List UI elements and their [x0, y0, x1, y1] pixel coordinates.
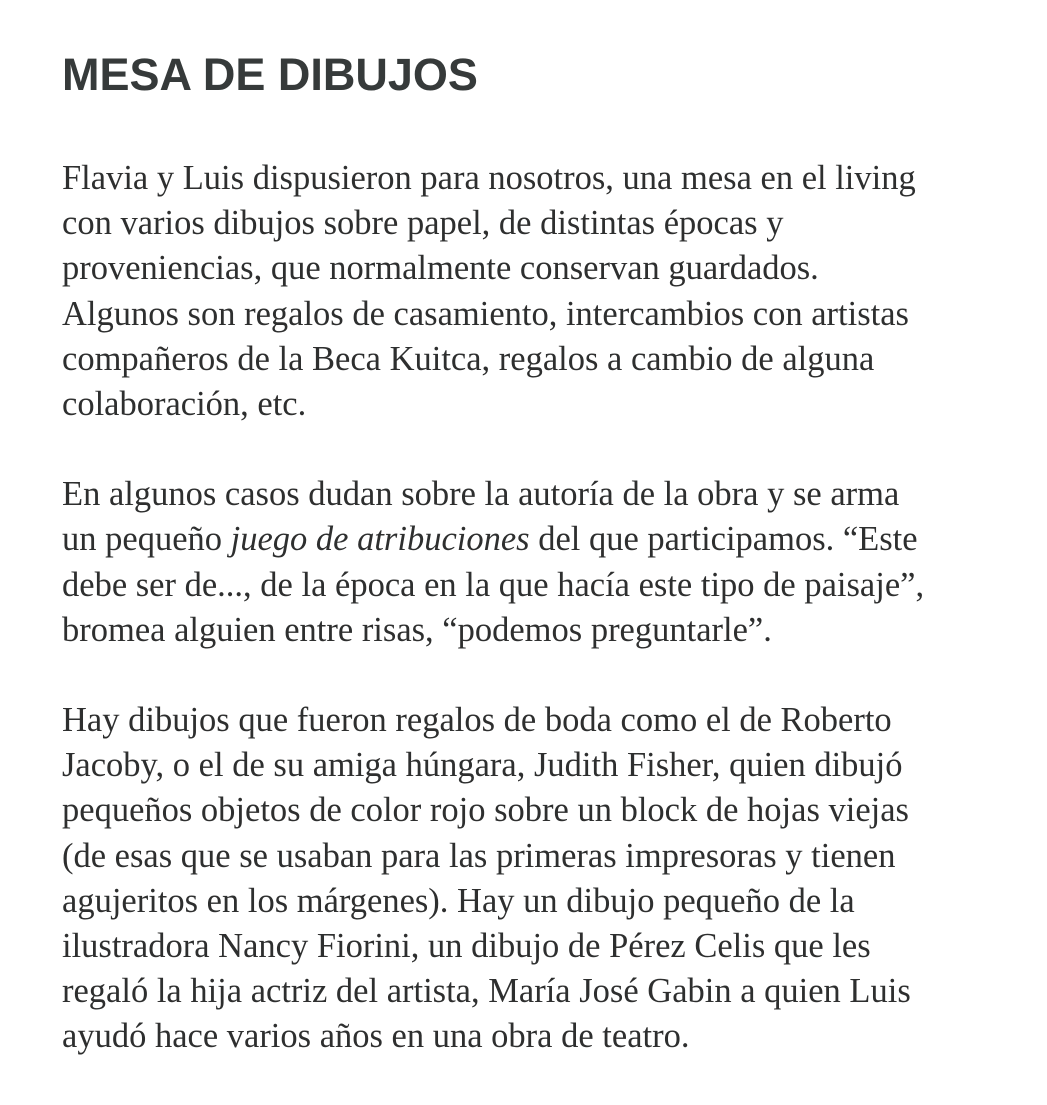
paragraph-line: ayudó hace varios años en una obra de teatro.: [62, 1017, 690, 1056]
paragraph-line: regaló la hija actriz del artista, María José Gabin a quien Luis: [62, 972, 911, 1011]
paragraph-line: con varios dibujos sobre papel, de distintas épocas y: [62, 204, 784, 243]
page-title: MESA DE DIBUJOS: [62, 49, 478, 100]
paragraph-line: En algunos casos dudan sobre la autoría de la obra y se arma: [62, 475, 900, 514]
paragraph-line: Flavia y Luis dispusieron para nosotros, una mesa en el living: [62, 159, 916, 197]
paragraph-3: [62, 698, 1022, 1060]
italic-phrase: juego de atribuciones: [230, 520, 530, 559]
paragraph-line: bromea alguien entre risas, “podemos preguntarle”.: [62, 610, 772, 649]
paragraph-line: (de esas que se usaban para las primeras impresoras y tienen: [62, 836, 896, 875]
paragraph-line: pequeños objetos de color rojo sobre un block de hojas viejas: [62, 791, 909, 830]
paragraph-line: compañeros de la Beca Kuitca, regalos a cambio de alguna: [62, 339, 875, 378]
paragraph-line: agujeritos en los márgenes). Hay un dibujo pequeño de la: [62, 881, 855, 920]
paragraph-line: ilustradora Nancy Fiorini, un dibujo de Pérez Celis que les: [62, 927, 871, 966]
paragraph-line: Jacoby, o el de su amiga húngara, Judith Fisher, quien dibujó: [62, 746, 903, 785]
paragraph-line: Algunos son regalos de casamiento, intercambios con artistas: [62, 294, 909, 333]
paragraph-line: [62, 517, 1022, 562]
paragraph-line: Hay dibujos que fueron regalos de boda como el de Roberto: [62, 701, 892, 740]
text-run: del que participamos. “Este: [529, 520, 918, 559]
paragraph-line: debe ser de..., de la época en la que hacía este tipo de paisaje”,: [62, 565, 925, 604]
paragraph-line: colaboración, etc.: [62, 385, 307, 424]
paragraph-line: proveniencias, que normalmente conservan guardados.: [62, 249, 819, 288]
article: [62, 44, 1022, 1105]
paragraph-2: [62, 472, 1022, 653]
text-run: un pequeño: [62, 520, 231, 559]
paragraph-1: [62, 156, 1022, 427]
